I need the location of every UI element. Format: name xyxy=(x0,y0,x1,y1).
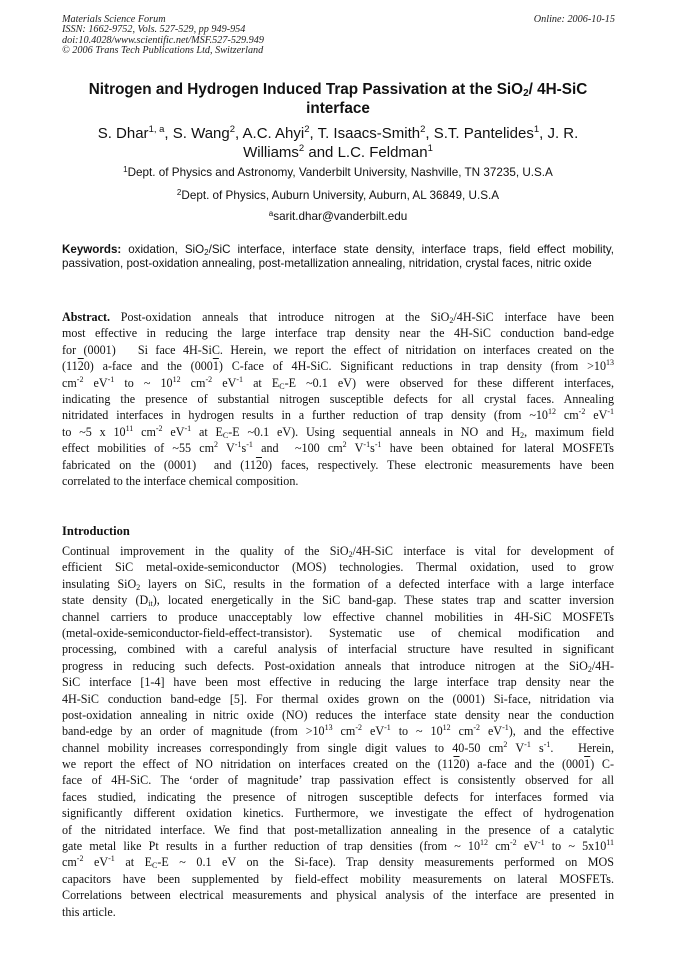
affiliation-2-text: Dept. of Physics, Auburn University, Auburn, AL 36849, U.S.A xyxy=(181,189,500,202)
title-part2: / 4H-SiC interface xyxy=(306,81,588,117)
keywords-subscript: 2 xyxy=(204,248,209,257)
text-line: efficient SiC metal-oxide-semiconductor (MOS) technologies. Thermal oxidation, used to grow xyxy=(62,560,614,575)
corresponding-email[interactable] xyxy=(62,210,614,224)
author-name: , S.T. Pantelides xyxy=(425,125,534,142)
text-line: indicating the presence of substantial nitrogen susceptible defects for all crystal faces. Annealing xyxy=(62,391,614,406)
text-line: for (0001) Si face 4H-SiC. Herein, we report the effect of nitridation on interfaces created on the xyxy=(62,342,614,357)
author-name: and L.C. Feldman xyxy=(304,144,428,161)
text-line: $cm^{-2}$ $eV^{-1}$ at $E_C-E$ ~ 0.1 eV on the Si-face). Trap density measurements performed on MOS xyxy=(62,854,615,871)
text-line: most effective in reducing the large interface trap density near the 4H-SiC conduction band-edge xyxy=(62,326,614,341)
author-affiliation-marker: 1, a xyxy=(148,124,165,135)
affiliation-1-text: Dept. of Physics and Astronomy, Vanderbilt University, Nashville, TN 37235, U.S.A xyxy=(127,166,553,179)
text-line: processing, combined with a careful analysis of interfacial structure have resulted in significant xyxy=(62,642,614,657)
text-line: insulating SiO$_2$ layers on SiC, results in the formation of a defected interface with a large interface xyxy=(62,576,614,592)
text-line: of the nitridated interface. We find that post-metallization annealing in the presence of a catalytic xyxy=(62,822,614,837)
journal-name: Materials Science Forum xyxy=(62,14,166,25)
keywords-label: Keywords: xyxy=(62,243,122,256)
author-affiliation-marker: 1 xyxy=(533,124,540,135)
keywords-block xyxy=(62,243,614,270)
authors-line-2 xyxy=(62,143,614,162)
text-line: this article. xyxy=(62,904,116,919)
author-affiliation-marker: 2 xyxy=(420,124,426,135)
text-line: gate metal like Pt results in a further reduction of trap densities (from ~ $10^{12}$ $cm^{-2}$ $eV^{-1}$ to ~ $5x10^{11}$ xyxy=(62,838,614,854)
text-line: (metal-oxide-semiconductor-field-effect-transistor). Systematic use of chemical modification and xyxy=(62,625,614,640)
text-line: (1120) a-face and the (0001) C-face of 4H-SiC. Significant reductions in trap density (from $>10^{13}$ xyxy=(62,358,614,374)
issn-line: ISSN: 1662-9752, Vols. 527-529, pp 949-954 xyxy=(62,24,246,36)
text-line: face of 4H-SiC. The ‘order of magnitude’ trap passivation effect is consistently observed for all xyxy=(62,773,614,788)
affiliation-2 xyxy=(62,189,614,203)
author-affiliation-marker: 1 xyxy=(427,143,433,154)
affiliation-1-marker: 1 xyxy=(123,165,128,174)
author-name: , S. Wang xyxy=(164,125,230,142)
authors-line-1 xyxy=(62,124,614,143)
text-line: significantly different oxidation kinetics. Furthermore, we investigate the effect of hydrogenation xyxy=(62,806,614,821)
author-affiliation-marker: 2 xyxy=(298,143,305,154)
author-affiliation-marker: 2 xyxy=(229,124,236,135)
text-line: to ~5 x $10^{11}$ $cm^{-2}$ $eV^{-1}$ at $E_C-E$ ~0.1 eV). Using sequential anneals in NO and $H_2$, maximum field xyxy=(62,423,614,440)
text-line: channel mobility increases correspondingly from single digit values to 40-50 $cm^2$ $V^{-1}$ $s^{-1}$. Herein, xyxy=(62,739,614,755)
text-line: post-oxidation annealing in nitric oxide (NO) reduces the interface state density near the conduction xyxy=(62,707,614,722)
introduction-body xyxy=(62,543,614,920)
keywords-text-a: oxidation, SiO xyxy=(121,243,205,256)
abstract-label: Abstract. xyxy=(62,310,111,324)
text-line: nitridated interfaces in hydrogen results in a further reduction of trap density (from $\sim 10^{12}$ $cm^{-2}$ $eV^{-1}$ xyxy=(62,407,614,423)
author-name: Williams xyxy=(243,144,299,161)
text-line: we report the effect of NO nitridation on interfaces created on the (1120) a-face and the (0001) C- xyxy=(62,757,614,772)
author-list xyxy=(62,124,614,162)
text-line: faces studied, indicating the presence of nitrogen susceptible defects for interfaces formed via xyxy=(62,789,614,804)
journal-header xyxy=(62,15,462,57)
affiliation-1 xyxy=(62,166,614,180)
copyright-line: © 2006 Trans Tech Publications Ltd, Switzerland xyxy=(62,45,264,57)
text-line: 4H-SiC conduction band-edge [5]. For thermal oxides grown on the (0001) Si-face, nitridation via xyxy=(62,691,614,706)
text-line: channel carriers to produce unacceptably low effective channel mobilities in 4H-SiC MOSFETs xyxy=(62,609,614,624)
text-line: progress in reducing such defects. Post-oxidation anneals that introduce nitrogen at the SiO$_2$/4H- xyxy=(62,658,614,674)
text-line: effect mobilities of ~55 $cm^2$ $V^{-1}s^{-1}$ and ~100 $cm^2$ $V^{-1}s^{-1}$ have been obtained for lateral MOSFETs xyxy=(62,440,614,456)
text-line: state density $(D_{it})$, located energetically in the SiC band-gap. These states trap and scatter inversion xyxy=(62,593,614,609)
paper-title xyxy=(62,80,614,118)
author-affiliation-marker: 2 xyxy=(304,124,310,135)
text-line: band-edge by an order of magnitude (from $>10^{13}$ $cm^{-2}$ $eV^{-1}$ to ~ $10^{12}$ $cm^{-2}$ $eV^{-1}$), and the effective xyxy=(62,723,614,739)
author-name: , A.C. Ahyi xyxy=(235,125,305,142)
text-line: SiC interface [1-4] have been most effective in reducing the large interface trap density near the xyxy=(62,675,614,690)
text-line: capacitors have been supplemented by field-effect mobility measurements on lateral MOSFETs. xyxy=(62,871,614,886)
affiliation-2-marker: 2 xyxy=(176,188,182,197)
title-part1: Nitrogen and Hydrogen Induced Trap Passivation at the SiO xyxy=(88,81,524,98)
introduction-heading: Introduction xyxy=(62,524,130,538)
author-name: , T. Isaacs-Smith xyxy=(309,125,421,142)
text-line: Abstract. Post-oxidation anneals that introduce nitrogen at the SiO$_2$/4H-SiC interface have been xyxy=(62,310,614,325)
text-line: correlated to the interface chemical composition. xyxy=(62,473,299,488)
online-date: Online: 2006-10-15 xyxy=(533,14,615,25)
text-line: Continual improvement in the quality of the SiO$_2$/4H-SiC interface is vital for development of xyxy=(62,544,614,559)
text-line: $cm^{-2}$ $eV^{-1}$ to ~ $10^{12}$ $cm^{-2}$ $eV^{-1}$ at $E_C-E$ ~0.1 eV) were observed for these different interfaces, xyxy=(62,374,614,391)
email-text[interactable]: sarit.dhar@vanderbilt.edu xyxy=(273,210,408,223)
keywords-text-b: /SiC interface, interface state density, interface traps, field effect mobility, passivation, post-oxidation annealing, post-metallization annealing, nitridation, crystal faces, nitric oxide xyxy=(62,243,614,270)
abstract-block xyxy=(62,309,614,489)
text-line: fabricated on the (0001) and (1120) faces, respectively. These electronic measurements have been xyxy=(62,457,614,472)
text-line: Correlations between electrical measurements and physical analysis of the interface are presented in xyxy=(62,888,614,903)
author-name: S. Dhar xyxy=(97,125,149,142)
doi-line: doi:10.4028/www.scientific.net/MSF.527-529.949 xyxy=(62,34,264,46)
title-subscript: 2 xyxy=(523,88,529,99)
email-marker: a xyxy=(268,209,274,218)
author-name: , J. R. xyxy=(539,125,579,142)
